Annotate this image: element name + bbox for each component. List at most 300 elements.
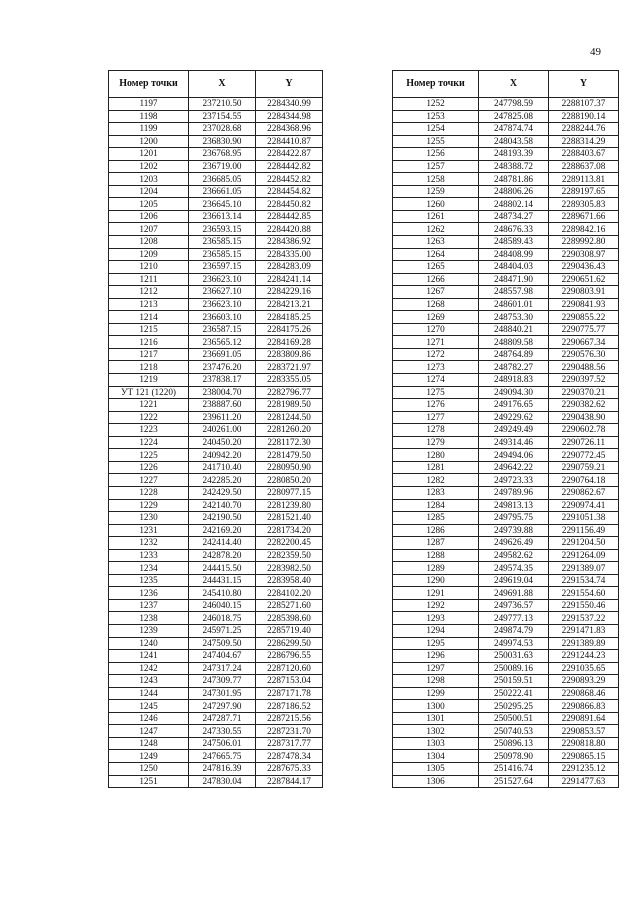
cell-point-number: 1273 xyxy=(393,361,479,374)
cell-x: 236645.10 xyxy=(189,198,256,211)
cell-x: 250295.25 xyxy=(479,700,549,713)
table-row xyxy=(109,599,323,612)
cell-x: 248471.90 xyxy=(479,273,549,286)
cell-point-number: 1269 xyxy=(393,311,479,324)
cell-x: 249739.88 xyxy=(479,524,549,537)
cell-point-number: 1297 xyxy=(393,662,479,675)
cell-y: 2288190.14 xyxy=(549,110,619,123)
cell-x: 236585.15 xyxy=(189,248,256,261)
cell-point-number: 1254 xyxy=(393,123,479,136)
cell-point-number: 1199 xyxy=(109,123,189,136)
cell-point-number: 1289 xyxy=(393,562,479,575)
table-row xyxy=(109,637,323,650)
cell-y: 2291389.07 xyxy=(549,562,619,575)
table-row xyxy=(109,687,323,700)
cell-point-number: 1232 xyxy=(109,537,189,550)
table-row xyxy=(109,148,323,161)
cell-x: 248676.33 xyxy=(479,223,549,236)
table-row xyxy=(393,98,619,111)
cell-y: 2284344.98 xyxy=(256,110,323,123)
cell-y: 2291550.46 xyxy=(549,599,619,612)
cell-x: 248589.43 xyxy=(479,236,549,249)
table-row xyxy=(393,148,619,161)
cell-x: 248753.30 xyxy=(479,311,549,324)
cell-x: 236691.05 xyxy=(189,348,256,361)
cell-point-number: 1209 xyxy=(109,248,189,261)
cell-point-number: 1246 xyxy=(109,712,189,725)
cell-point-number: 1210 xyxy=(109,261,189,274)
cell-y: 2290382.62 xyxy=(549,399,619,412)
cell-x: 245971.25 xyxy=(189,624,256,637)
cell-x: 248388.72 xyxy=(479,160,549,173)
cell-y: 2291235.12 xyxy=(549,762,619,775)
cell-x: 249094.30 xyxy=(479,386,549,399)
table-row xyxy=(393,612,619,625)
table-row xyxy=(393,323,619,336)
cell-x: 250159.51 xyxy=(479,675,549,688)
table-row xyxy=(393,449,619,462)
cell-point-number: 1292 xyxy=(393,599,479,612)
cell-x: 236587.15 xyxy=(189,323,256,336)
cell-y: 2288637.08 xyxy=(549,160,619,173)
cell-y: 2290772.45 xyxy=(549,449,619,462)
cell-y: 2284213.21 xyxy=(256,298,323,311)
cell-y: 2290667.34 xyxy=(549,336,619,349)
cell-x: 242285.20 xyxy=(189,474,256,487)
cell-y: 2290576.30 xyxy=(549,348,619,361)
cell-point-number: 1240 xyxy=(109,637,189,650)
cell-point-number: 1300 xyxy=(393,700,479,713)
cell-point-number: 1264 xyxy=(393,248,479,261)
cell-y: 2287186.52 xyxy=(256,700,323,713)
cell-point-number: 1261 xyxy=(393,210,479,223)
cell-point-number: 1205 xyxy=(109,198,189,211)
cell-x: 249789.96 xyxy=(479,486,549,499)
cell-y: 2284335.00 xyxy=(256,248,323,261)
cell-x: 251527.64 xyxy=(479,775,549,788)
cell-x: 248918.83 xyxy=(479,374,549,387)
cell-x: 250500.51 xyxy=(479,712,549,725)
table-row xyxy=(109,574,323,587)
cell-y: 2283721.97 xyxy=(256,361,323,374)
table-row xyxy=(393,499,619,512)
cell-x: 250031.63 xyxy=(479,650,549,663)
cell-y: 2285719.40 xyxy=(256,624,323,637)
cell-point-number: 1200 xyxy=(109,135,189,148)
cell-y: 2283982.50 xyxy=(256,562,323,575)
cell-x: 249813.13 xyxy=(479,499,549,512)
cell-y: 2287231.70 xyxy=(256,725,323,738)
cell-y: 2284175.26 xyxy=(256,323,323,336)
cell-point-number: 1226 xyxy=(109,461,189,474)
cell-point-number: 1222 xyxy=(109,411,189,424)
cell-point-number: 1276 xyxy=(393,399,479,412)
cell-y: 2286299.50 xyxy=(256,637,323,650)
cell-x: 237476.20 xyxy=(189,361,256,374)
cell-y: 2284410.87 xyxy=(256,135,323,148)
table-row xyxy=(109,399,323,412)
cell-point-number: 1290 xyxy=(393,574,479,587)
table-row xyxy=(109,223,323,236)
cell-y: 2290803.91 xyxy=(549,286,619,299)
table-row xyxy=(109,236,323,249)
cell-y: 2291477.63 xyxy=(549,775,619,788)
cell-x: 246040.15 xyxy=(189,599,256,612)
table-row xyxy=(109,512,323,525)
cell-point-number: 1262 xyxy=(393,223,479,236)
cell-y: 2282796.77 xyxy=(256,386,323,399)
table-row xyxy=(109,173,323,186)
cell-point-number: 1299 xyxy=(393,687,479,700)
cell-x: 247297.90 xyxy=(189,700,256,713)
cell-y: 2281260.20 xyxy=(256,424,323,437)
cell-x: 249795.75 xyxy=(479,512,549,525)
table-row xyxy=(109,499,323,512)
cell-y: 2287844.17 xyxy=(256,775,323,788)
cell-x: 249494.06 xyxy=(479,449,549,462)
cell-y: 2290308.97 xyxy=(549,248,619,261)
cell-point-number: 1284 xyxy=(393,499,479,512)
cell-x: 240261.00 xyxy=(189,424,256,437)
cell-point-number: 1203 xyxy=(109,173,189,186)
cell-y: 2281734.20 xyxy=(256,524,323,537)
cell-x: 249691.88 xyxy=(479,587,549,600)
cell-point-number: 1247 xyxy=(109,725,189,738)
cell-point-number: 1251 xyxy=(109,775,189,788)
table-row xyxy=(109,524,323,537)
cell-point-number: 1202 xyxy=(109,160,189,173)
cell-point-number: 1215 xyxy=(109,323,189,336)
cell-point-number: 1291 xyxy=(393,587,479,600)
cell-point-number: 1281 xyxy=(393,461,479,474)
table-row xyxy=(109,248,323,261)
table-row xyxy=(393,486,619,499)
header-point-number: Номер точки xyxy=(393,71,479,98)
table-row xyxy=(109,210,323,223)
cell-x: 236623.10 xyxy=(189,273,256,286)
cell-point-number: 1230 xyxy=(109,512,189,525)
cell-point-number: 1234 xyxy=(109,562,189,575)
cell-point-number: 1197 xyxy=(109,98,189,111)
cell-point-number: 1206 xyxy=(109,210,189,223)
cell-point-number: 1302 xyxy=(393,725,479,738)
cell-x: 249777.13 xyxy=(479,612,549,625)
table-row xyxy=(393,110,619,123)
cell-x: 249314.46 xyxy=(479,436,549,449)
table-row xyxy=(109,474,323,487)
table-row xyxy=(109,273,323,286)
cell-point-number: 1219 xyxy=(109,374,189,387)
cell-y: 2290974.41 xyxy=(549,499,619,512)
cell-x: 236597.15 xyxy=(189,261,256,274)
cell-y: 2281244.50 xyxy=(256,411,323,424)
cell-y: 2287120.60 xyxy=(256,662,323,675)
cell-y: 2290853.57 xyxy=(549,725,619,738)
cell-point-number: 1268 xyxy=(393,298,479,311)
table-row xyxy=(109,775,323,788)
cell-point-number: 1239 xyxy=(109,624,189,637)
cell-x: 237838.17 xyxy=(189,374,256,387)
cell-x: 247665.75 xyxy=(189,750,256,763)
table-row xyxy=(393,223,619,236)
cell-y: 2283809.86 xyxy=(256,348,323,361)
cell-point-number: 1208 xyxy=(109,236,189,249)
cell-point-number: 1278 xyxy=(393,424,479,437)
cell-point-number: 1257 xyxy=(393,160,479,173)
cell-y: 2291051.38 xyxy=(549,512,619,525)
table-row xyxy=(393,512,619,525)
cell-y: 2287478.34 xyxy=(256,750,323,763)
coordinates-table-right xyxy=(392,70,619,788)
cell-y: 2290651.62 xyxy=(549,273,619,286)
table-row xyxy=(109,135,323,148)
table-row xyxy=(393,248,619,261)
cell-x: 249974.53 xyxy=(479,637,549,650)
table-row xyxy=(109,587,323,600)
cell-y: 2290436.43 xyxy=(549,261,619,274)
cell-x: 236830.90 xyxy=(189,135,256,148)
table-row xyxy=(109,160,323,173)
table-row xyxy=(109,123,323,136)
cell-point-number: 1248 xyxy=(109,737,189,750)
cell-y: 2284340.99 xyxy=(256,98,323,111)
table-row xyxy=(109,298,323,311)
table-row xyxy=(109,612,323,625)
cell-y: 2283355.05 xyxy=(256,374,323,387)
table-row xyxy=(109,98,323,111)
cell-point-number: 1265 xyxy=(393,261,479,274)
table-row xyxy=(393,135,619,148)
cell-x: 244431.15 xyxy=(189,574,256,587)
table-row xyxy=(393,311,619,324)
table-row xyxy=(109,436,323,449)
cell-y: 2290438.90 xyxy=(549,411,619,424)
cell-point-number: 1228 xyxy=(109,486,189,499)
table-row xyxy=(393,599,619,612)
cell-point-number: 1279 xyxy=(393,436,479,449)
cell-point-number: 1298 xyxy=(393,675,479,688)
cell-x: 248043.58 xyxy=(479,135,549,148)
cell-y: 2284452.82 xyxy=(256,173,323,186)
cell-y: 2281172.30 xyxy=(256,436,323,449)
table-row xyxy=(393,775,619,788)
cell-x: 249874.79 xyxy=(479,624,549,637)
table-row xyxy=(109,361,323,374)
table-row xyxy=(393,712,619,725)
cell-point-number: 1260 xyxy=(393,198,479,211)
cell-y: 2284102.20 xyxy=(256,587,323,600)
cell-y: 2290818.80 xyxy=(549,737,619,750)
cell-x: 247830.04 xyxy=(189,775,256,788)
table-row xyxy=(393,687,619,700)
cell-x: 249619.04 xyxy=(479,574,549,587)
table-row xyxy=(109,110,323,123)
cell-y: 2289113.81 xyxy=(549,173,619,186)
cell-point-number: 1293 xyxy=(393,612,479,625)
cell-y: 2290868.46 xyxy=(549,687,619,700)
cell-x: 236593.15 xyxy=(189,223,256,236)
cell-x: 248408.99 xyxy=(479,248,549,261)
cell-y: 2291537.22 xyxy=(549,612,619,625)
table-row xyxy=(393,198,619,211)
cell-y: 2291471.83 xyxy=(549,624,619,637)
table-row xyxy=(109,261,323,274)
header-x: X xyxy=(479,71,549,98)
cell-x: 236613.14 xyxy=(189,210,256,223)
cell-y: 2285398.60 xyxy=(256,612,323,625)
cell-x: 248764.89 xyxy=(479,348,549,361)
cell-x: 236603.10 xyxy=(189,311,256,324)
cell-x: 242414.40 xyxy=(189,537,256,550)
cell-y: 2288107.37 xyxy=(549,98,619,111)
table-row xyxy=(393,624,619,637)
cell-point-number: 1267 xyxy=(393,286,479,299)
cell-x: 247509.50 xyxy=(189,637,256,650)
table-row xyxy=(109,537,323,550)
cell-y: 2291156.49 xyxy=(549,524,619,537)
cell-point-number: 1253 xyxy=(393,110,479,123)
cell-y: 2282359.50 xyxy=(256,549,323,562)
cell-y: 2281989.50 xyxy=(256,399,323,412)
cell-point-number: 1305 xyxy=(393,762,479,775)
cell-point-number: 1274 xyxy=(393,374,479,387)
cell-y: 2291264.09 xyxy=(549,549,619,562)
cell-x: 250222.41 xyxy=(479,687,549,700)
cell-point-number: 1201 xyxy=(109,148,189,161)
table-row xyxy=(393,348,619,361)
cell-point-number: 1275 xyxy=(393,386,479,399)
table-row xyxy=(393,474,619,487)
table-row xyxy=(393,273,619,286)
table-row xyxy=(393,725,619,738)
cell-point-number: 1304 xyxy=(393,750,479,763)
cell-x: 250089.16 xyxy=(479,662,549,675)
cell-x: 238887.60 xyxy=(189,399,256,412)
cell-point-number: 1218 xyxy=(109,361,189,374)
cell-point-number: 1249 xyxy=(109,750,189,763)
cell-x: 249229.62 xyxy=(479,411,549,424)
table-row xyxy=(109,411,323,424)
table-row xyxy=(393,386,619,399)
cell-y: 2284241.14 xyxy=(256,273,323,286)
table-row xyxy=(393,185,619,198)
table-row xyxy=(393,436,619,449)
cell-point-number: 1213 xyxy=(109,298,189,311)
table-row xyxy=(393,549,619,562)
cell-y: 2284442.82 xyxy=(256,160,323,173)
cell-point-number: 1282 xyxy=(393,474,479,487)
table-row xyxy=(109,323,323,336)
cell-point-number: 1216 xyxy=(109,336,189,349)
cell-point-number: 1235 xyxy=(109,574,189,587)
cell-x: 248601.01 xyxy=(479,298,549,311)
cell-y: 2284422.87 xyxy=(256,148,323,161)
cell-x: 246018.75 xyxy=(189,612,256,625)
cell-x: 249574.35 xyxy=(479,562,549,575)
table-row xyxy=(393,236,619,249)
cell-x: 245410.80 xyxy=(189,587,256,600)
cell-x: 248809.58 xyxy=(479,336,549,349)
cell-point-number: 1255 xyxy=(393,135,479,148)
cell-x: 247317.24 xyxy=(189,662,256,675)
cell-y: 2287675.33 xyxy=(256,762,323,775)
cell-y: 2284169.28 xyxy=(256,336,323,349)
cell-x: 244415.50 xyxy=(189,562,256,575)
cell-point-number: 1283 xyxy=(393,486,479,499)
cell-y: 2290764.18 xyxy=(549,474,619,487)
table-row xyxy=(393,737,619,750)
cell-x: 242169.20 xyxy=(189,524,256,537)
cell-x: 248781.86 xyxy=(479,173,549,186)
table-row xyxy=(109,185,323,198)
cell-y: 2280850.20 xyxy=(256,474,323,487)
cell-y: 2291389.89 xyxy=(549,637,619,650)
cell-x: 248734.27 xyxy=(479,210,549,223)
header-point-number: Номер точки xyxy=(109,71,189,98)
cell-point-number: 1301 xyxy=(393,712,479,725)
cell-y: 2285271.60 xyxy=(256,599,323,612)
cell-x: 247816.39 xyxy=(189,762,256,775)
cell-x: 248193.39 xyxy=(479,148,549,161)
cell-x: 247287.71 xyxy=(189,712,256,725)
table-row xyxy=(393,399,619,412)
cell-x: 249249.49 xyxy=(479,424,549,437)
cell-x: 250740.53 xyxy=(479,725,549,738)
table-row xyxy=(109,624,323,637)
cell-y: 2290370.21 xyxy=(549,386,619,399)
table-row xyxy=(393,637,619,650)
cell-x: 240942.20 xyxy=(189,449,256,462)
cell-y: 2288403.67 xyxy=(549,148,619,161)
cell-point-number: 1263 xyxy=(393,236,479,249)
cell-y: 2287171.78 xyxy=(256,687,323,700)
cell-point-number: 1223 xyxy=(109,424,189,437)
cell-y: 2290893.29 xyxy=(549,675,619,688)
cell-point-number: 1256 xyxy=(393,148,479,161)
cell-point-number: 1225 xyxy=(109,449,189,462)
cell-x: 250978.90 xyxy=(479,750,549,763)
cell-point-number: 1236 xyxy=(109,587,189,600)
table-row xyxy=(109,374,323,387)
cell-y: 2289842.16 xyxy=(549,223,619,236)
cell-y: 2284368.96 xyxy=(256,123,323,136)
cell-point-number: 1258 xyxy=(393,173,479,186)
cell-point-number: 1259 xyxy=(393,185,479,198)
cell-x: 249626.49 xyxy=(479,537,549,550)
cell-y: 2290862.67 xyxy=(549,486,619,499)
cell-y: 2290602.78 xyxy=(549,424,619,437)
table-row xyxy=(109,725,323,738)
coordinates-table-left xyxy=(108,70,323,788)
table-row xyxy=(393,210,619,223)
cell-x: 247330.55 xyxy=(189,725,256,738)
cell-point-number: 1277 xyxy=(393,411,479,424)
cell-x: 239611.20 xyxy=(189,411,256,424)
cell-x: 249736.57 xyxy=(479,599,549,612)
cell-y: 2290865.15 xyxy=(549,750,619,763)
cell-x: 240450.20 xyxy=(189,436,256,449)
cell-y: 2290759.21 xyxy=(549,461,619,474)
cell-y: 2290855.22 xyxy=(549,311,619,324)
page-number: 49 xyxy=(590,46,601,58)
table-row xyxy=(109,198,323,211)
table-row xyxy=(393,298,619,311)
cell-x: 247404.67 xyxy=(189,650,256,663)
cell-y: 2291534.74 xyxy=(549,574,619,587)
table-row xyxy=(109,762,323,775)
table-row xyxy=(393,411,619,424)
cell-point-number: 1217 xyxy=(109,348,189,361)
